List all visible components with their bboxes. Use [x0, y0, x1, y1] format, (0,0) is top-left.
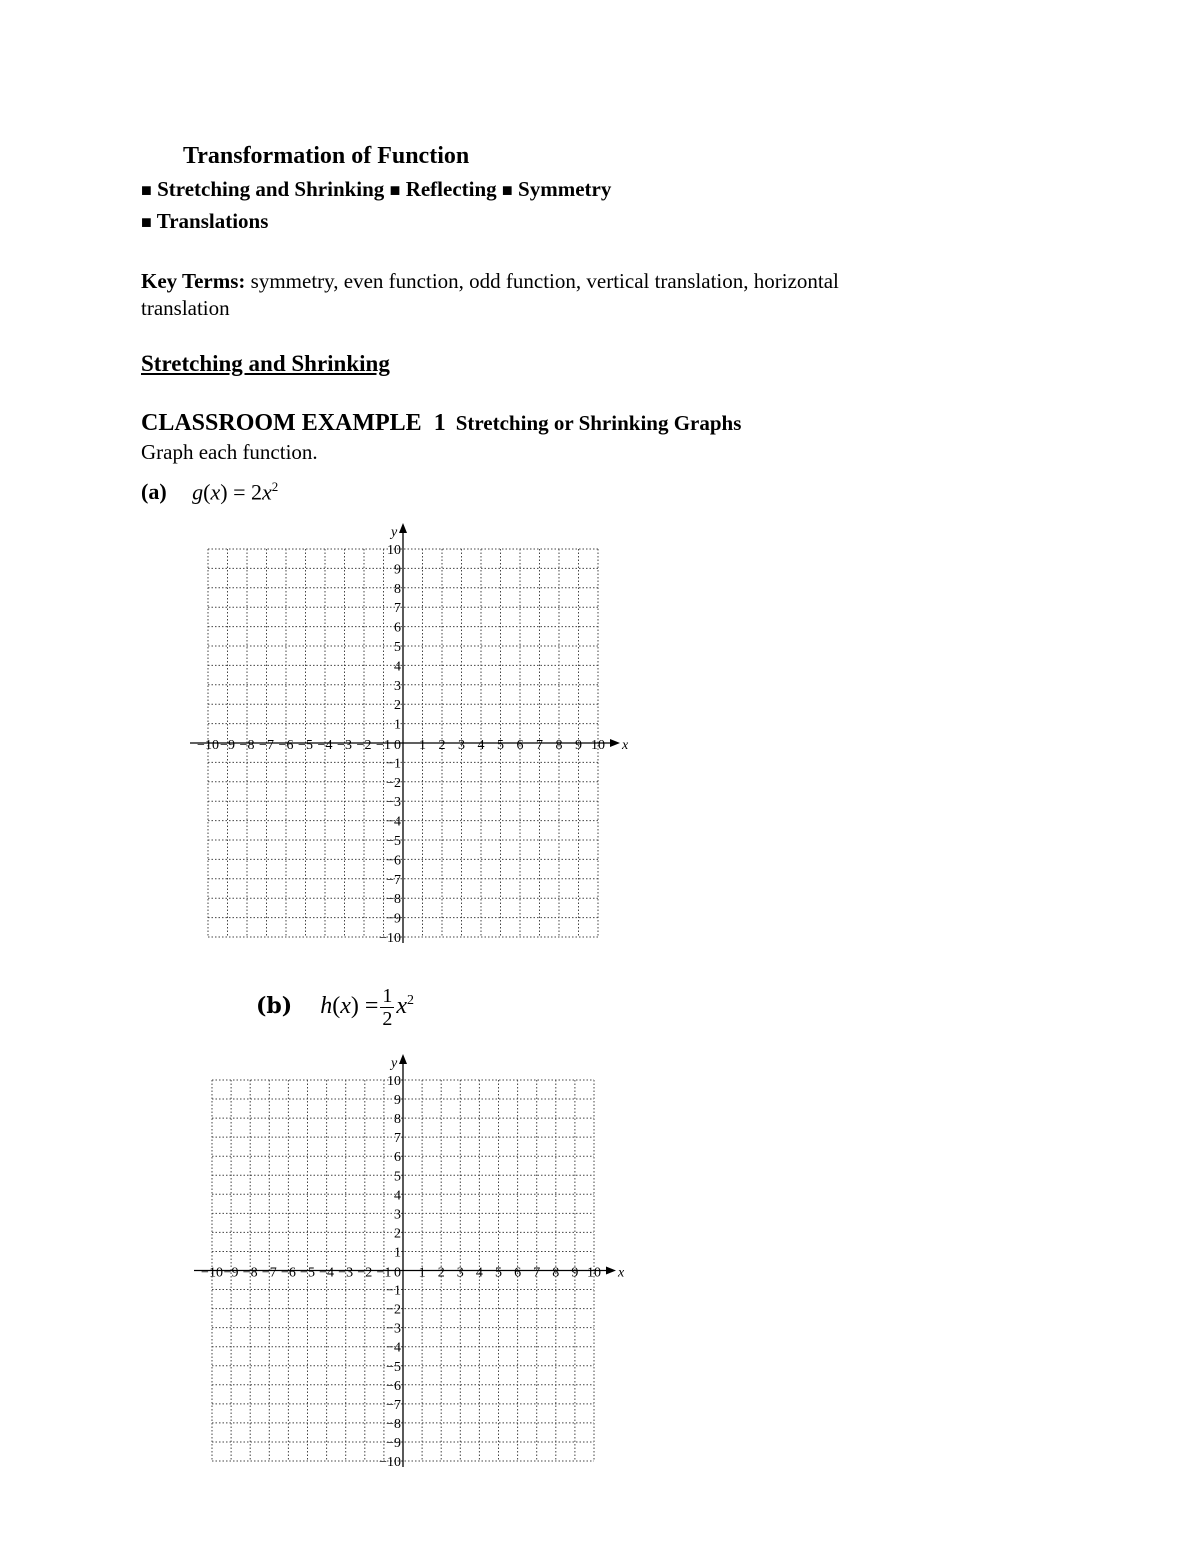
y-tick-label: 6 — [394, 1150, 401, 1166]
x-tick-label: 10 — [591, 738, 605, 753]
y-tick-label: 6 — [394, 620, 401, 636]
x-tick-label: −4 — [317, 738, 333, 753]
y-tick-label: −8 — [386, 892, 401, 908]
y-tick-label: −10 — [379, 931, 401, 946]
y-tick-label: 3 — [394, 678, 401, 694]
part-b-exp: 2 — [407, 993, 415, 1009]
x-tick-label: −7 — [261, 1265, 277, 1281]
x-tick-label: −8 — [242, 1265, 258, 1281]
example-label: CLASSROOM EXAMPLE — [141, 410, 422, 436]
topic-stretching: Stretching and Shrinking — [157, 177, 385, 201]
example-subtitle: Stretching or Shrinking Graphs — [455, 411, 742, 435]
x-tick-label: 10 — [587, 1265, 601, 1281]
x-tick-label: −10 — [197, 738, 219, 753]
part-a-exp: 2 — [271, 479, 279, 494]
x-tick-label: −3 — [337, 738, 352, 753]
y-tick-label: 4 — [394, 1188, 401, 1204]
y-tick-label: 1 — [394, 1245, 401, 1261]
x-tick-label: 1 — [419, 738, 426, 753]
x-tick-label: 5 — [495, 1265, 502, 1281]
page-title: Transformation of Function — [183, 143, 470, 169]
y-tick-label: −4 — [386, 1340, 401, 1356]
example-number: 1 — [433, 410, 446, 436]
y-tick-label: −2 — [386, 775, 401, 791]
y-tick-label: 4 — [394, 659, 401, 675]
y-tick-label: 8 — [394, 581, 401, 597]
x-tick-label: 1 — [418, 1265, 426, 1281]
x-tick-label: −5 — [298, 738, 313, 753]
x-tick-label: −6 — [278, 738, 294, 753]
part-a-var-2: x — [261, 479, 272, 505]
x-tick-label: −2 — [356, 738, 372, 753]
part-a-coef: 2 — [250, 479, 262, 505]
part-a: (a) $g(x) = 2x^2$ — [141, 479, 279, 505]
part-b-numerator: 1 — [382, 985, 393, 1007]
y-tick-label: −1 — [386, 1283, 401, 1299]
y-tick-label: −3 — [386, 795, 401, 811]
bullet-icon: ■ — [501, 180, 513, 200]
part-a-func: g — [192, 479, 204, 505]
y-tick-label: 10 — [387, 543, 401, 558]
x-tick-label: 8 — [555, 738, 563, 753]
y-tick-label: −1 — [386, 756, 401, 772]
y-tick-label: −5 — [386, 1359, 401, 1375]
section-heading: Stretching and Shrinking — [141, 351, 390, 376]
x-tick-label: 9 — [571, 1265, 579, 1281]
y-tick-label: 10 — [387, 1074, 401, 1089]
x-tick-label: 4 — [477, 738, 485, 753]
y-tick-label: 7 — [394, 601, 401, 617]
y-tick-label: 2 — [394, 698, 401, 714]
y-tick-label: 9 — [394, 1093, 401, 1109]
x-tick-label: 6 — [514, 1265, 522, 1281]
x-tick-label: 7 — [533, 1265, 541, 1281]
x-tick-label: −6 — [280, 1265, 296, 1281]
topic-reflecting: Reflecting — [405, 177, 497, 201]
y-tick-label: 9 — [394, 562, 401, 578]
x-tick-label: −5 — [300, 1265, 315, 1281]
x-tick-label: 9 — [575, 738, 582, 753]
y-tick-label: 5 — [394, 640, 401, 655]
y-tick-label: 7 — [394, 1131, 401, 1147]
y-axis-label: y — [391, 1056, 398, 1071]
y-tick-label: −5 — [386, 834, 401, 849]
origin-label: 0 — [394, 738, 401, 753]
x-tick-label: −7 — [259, 738, 274, 753]
part-a-var: x — [210, 479, 221, 505]
x-tick-label: 2 — [438, 738, 446, 753]
x-tick-label: −8 — [239, 738, 255, 753]
x-tick-label: 7 — [536, 738, 543, 753]
bullet-icon: ■ — [389, 180, 401, 200]
x-tick-label: −4 — [319, 1265, 335, 1281]
x-tick-label: −2 — [357, 1265, 373, 1281]
part-b-label: (b) — [256, 993, 293, 1020]
topic-symmetry: Symmetry — [518, 177, 612, 201]
y-tick-label: −9 — [386, 1435, 401, 1451]
bullet-icon: ■ — [141, 180, 152, 200]
x-axis-label: x — [622, 738, 629, 753]
topic-translations: Translations — [156, 209, 269, 233]
y-tick-label: −2 — [386, 1302, 401, 1318]
example-instruction: Graph each function. — [141, 440, 318, 464]
x-tick-label: 2 — [437, 1265, 445, 1281]
y-axis-arrow-icon — [399, 1054, 407, 1064]
y-tick-label: 1 — [394, 717, 401, 733]
x-tick-label: 6 — [516, 738, 524, 753]
y-tick-label: −7 — [386, 872, 401, 888]
y-tick-label: 2 — [394, 1226, 401, 1242]
x-tick-label: 3 — [456, 1265, 464, 1281]
y-tick-label: −6 — [386, 1378, 401, 1394]
y-tick-label: 8 — [394, 1112, 401, 1128]
y-axis-label: y — [391, 525, 398, 540]
x-tick-label: −1 — [376, 738, 391, 753]
key-terms-text: symmetry, even function, odd function, vertical translation, horizontal translation — [141, 269, 839, 320]
part-a-label: (a) — [141, 479, 167, 505]
key-terms-label: Key Terms: — [141, 269, 246, 293]
y-tick-label: −8 — [386, 1416, 401, 1432]
x-tick-label: 3 — [458, 738, 465, 753]
part-b-var: x — [340, 993, 351, 1020]
y-tick-label: 5 — [394, 1169, 401, 1185]
x-axis-label: x — [618, 1265, 625, 1281]
x-tick-label: 8 — [552, 1265, 560, 1281]
x-tick-label: −1 — [376, 1265, 392, 1281]
y-tick-label: 3 — [394, 1207, 401, 1223]
y-tick-label: −10 — [379, 1455, 401, 1470]
x-tick-label: −3 — [338, 1265, 354, 1281]
part-b-func: h — [320, 993, 333, 1020]
x-tick-label: −9 — [220, 738, 235, 753]
part-b: (b) h(x) = $\frac{1}{2}$ $x^2$ — [256, 985, 415, 1030]
y-tick-label: −3 — [386, 1321, 401, 1337]
part-b-denominator: 2 — [382, 1008, 393, 1030]
y-tick-label: −7 — [386, 1397, 401, 1413]
x-tick-label: −10 — [201, 1265, 223, 1281]
x-tick-label: −9 — [223, 1265, 239, 1281]
y-tick-label: −6 — [386, 853, 401, 869]
x-tick-label: 5 — [497, 738, 504, 753]
y-tick-label: −4 — [386, 814, 401, 830]
origin-label: 0 — [394, 1265, 401, 1281]
x-axis-arrow-icon — [606, 1267, 616, 1275]
part-b-var-2: x — [396, 993, 408, 1020]
y-tick-label: −9 — [386, 911, 401, 927]
x-tick-label: 4 — [475, 1265, 483, 1281]
bullet-icon: ■ — [141, 212, 152, 232]
